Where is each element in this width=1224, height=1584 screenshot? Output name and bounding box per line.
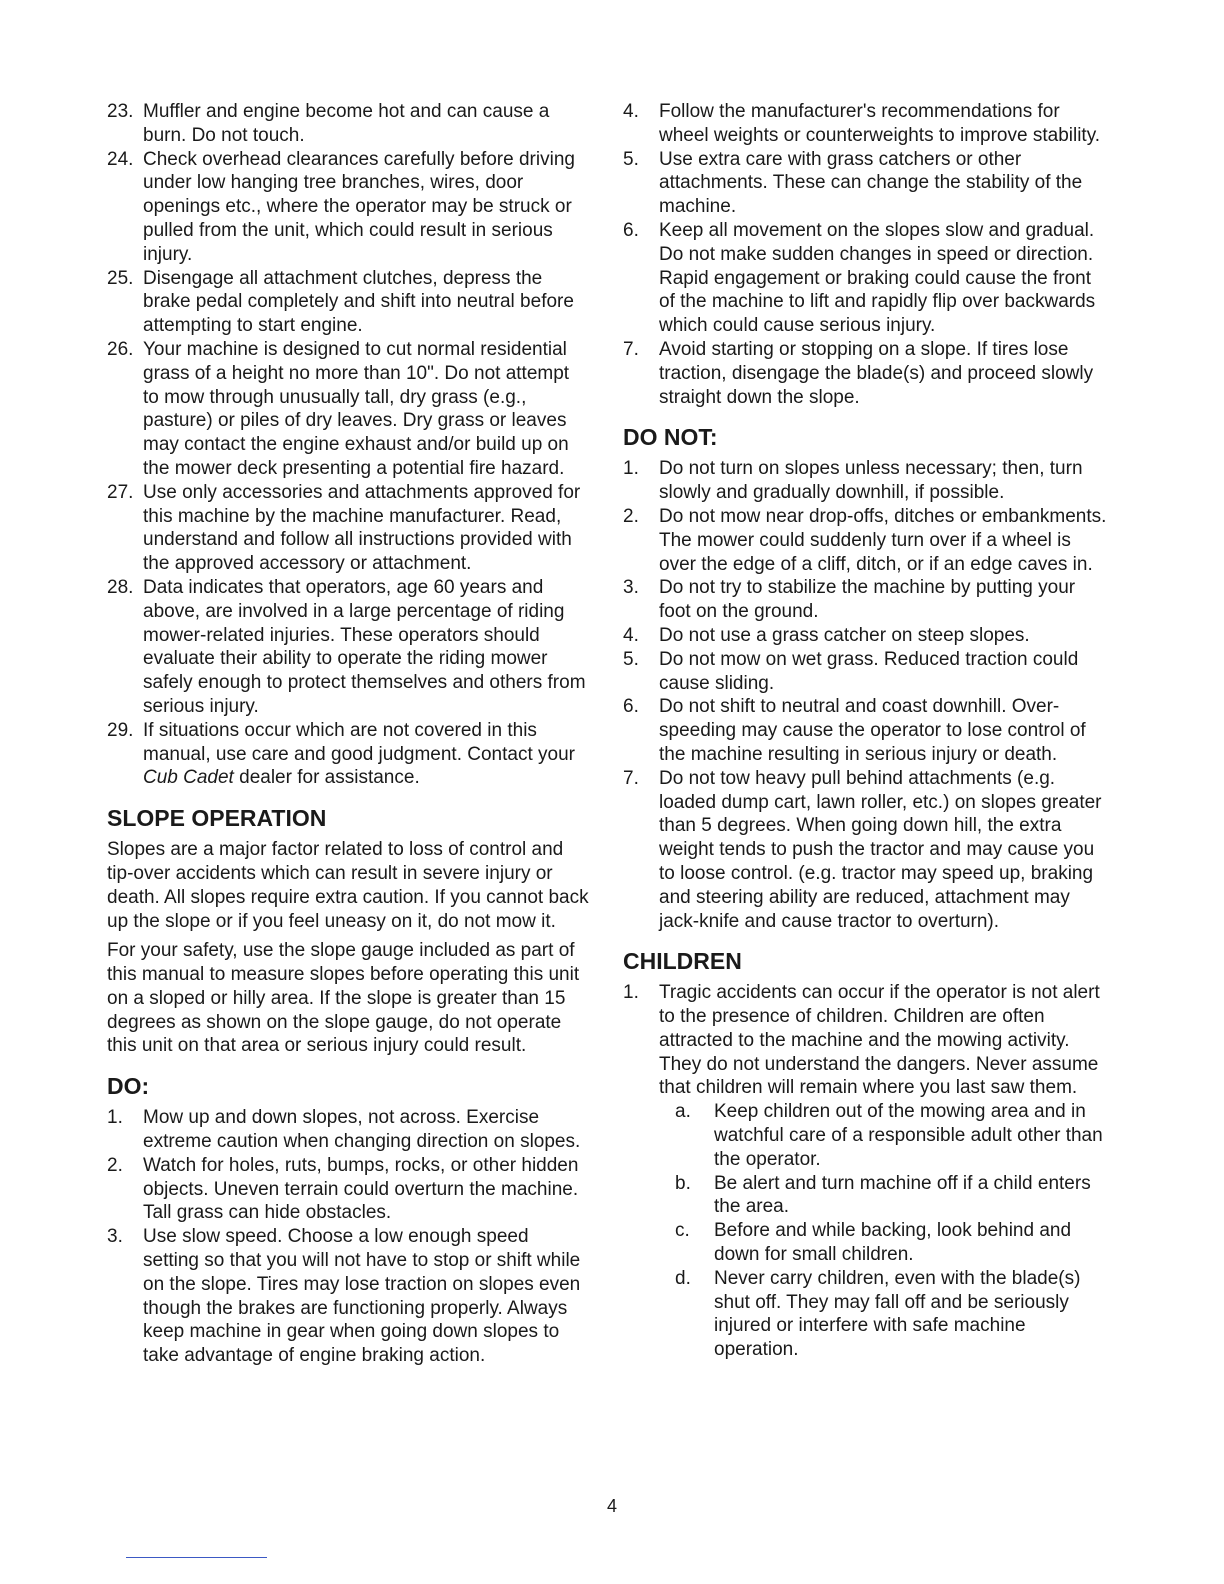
list-item: 3. Do not try to stabilize the machine by putting your foot on the ground.: [623, 577, 1076, 623]
sub-list-item: c. Before and while backing, look behind and down for small children.: [675, 1220, 1072, 1266]
brand-name: Cub Cadet: [143, 767, 234, 789]
list-item: 5. Do not mow on wet grass. Reduced traction could cause sliding.: [623, 648, 1079, 694]
page-number: 4: [606, 1496, 617, 1516]
list-item: 2. Watch for holes, ruts, bumps, rocks, or other hidden objects. Uneven terrain could overturn the machine. Tall grass can hide obstacles.: [107, 1154, 579, 1224]
paragraph: For your safety, use the slope gauge included as part of this manual to measure slopes before operating this unit on a sloped or hilly area. If the slope is greater than 15 degrees as shown on the slope gauge, do not operate this unit on that area or serious injury could result.: [107, 940, 580, 1057]
list-item: 3. Use slow speed. Choose a low enough speed setting so that you will not have to stop or shift while on the slope. Tires may lose traction on slopes even though the brakes are functioning properly. Always keep machine in gear when going down slopes to take advantage of engine braking action.: [107, 1226, 581, 1367]
section-heading-slope-operation: SLOPE OPERATION: [107, 805, 327, 832]
list-item: 23. Muffler and engine become hot and can cause a burn. Do not touch.: [107, 101, 550, 146]
left-column: [107, 100, 589, 1368]
list-item: 6. Do not shift to neutral and coast downhill. Over-speeding may cause the operator to lose control of the machine resulting in serious injury or death.: [623, 696, 1086, 765]
sub-list-item: b. Be alert and turn machine off if a child enters the area.: [675, 1172, 1091, 1218]
list-item: 4. Follow the manufacturer's recommendations for wheel weights or counterweights to improve stability.: [623, 101, 1101, 146]
list-item: 25. Disengage all attachment clutches, depress the brake pedal completely and shift into neutral before attempting to start engine.: [107, 267, 574, 337]
list-item: 1. Tragic accidents can occur if the operator is not alert to the presence of children. Children are often attracted to the machine and the mowing activity. They do not understand the dangers. Never assume that children will remain where you last saw them.: [623, 982, 1100, 1099]
section-heading-do: DO:: [107, 1073, 150, 1100]
list-item: 1. Mow up and down slopes, not across. Exercise extreme caution when changing direction on slopes.: [107, 1107, 581, 1153]
right-column: [623, 100, 1108, 1362]
list-item: 28. Data indicates that operators, age 60 years and above, are involved in a large percentage of riding mower-related injuries. These operators should evaluate their ability to operate the riding mower safely enough to protect themselves and others from serious injury.: [107, 576, 586, 717]
list-item: 26. Your machine is designed to cut normal residential grass of a height no more than 10". Do not attempt to mow through unusually tall, dry grass (e.g., pasture) or piles of dry leaves. Dry grass or leaves may contact the engine exhaust and/or build up on the mower deck presenting a potential fire hazard.: [107, 338, 570, 479]
list-item: 4. Do not use a grass catcher on steep slopes.: [623, 624, 1030, 646]
paragraph: Slopes are a major factor related to loss of control and tip-over accidents which can result in severe injury or death. All slopes require extra caution. If you cannot back up the slope or if you feel uneasy on it, do not mow it.: [107, 839, 589, 932]
list-item: 7. Do not tow heavy pull behind attachments (e.g. loaded dump cart, lawn roller, etc.) on slopes greater than 5 degrees. When going down hill, the extra weight tends to push the tractor and may cause you to loose control. (e.g. tractor may speed up, braking and steering ability are reduced, attachment may jack-knife and cause tractor to overturn).: [623, 767, 1102, 932]
list-item: 1. Do not turn on slopes unless necessary; then, turn slowly and gradually downhill, if possible.: [623, 458, 1083, 504]
list-item: 6. Keep all movement on the slopes slow and gradual. Do not make sudden changes in speed or direction. Rapid engagement or braking could cause the front of the machine to lift and rapidly flip over backwards which could cause serious injury.: [623, 219, 1096, 337]
section-heading-children: CHILDREN: [623, 948, 742, 975]
list-item: 7. Avoid starting or stopping on a slope. If tires lose traction, disengage the blade(s) and proceed slowly straight down the slope.: [623, 338, 1094, 408]
list-item: 24. Check overhead clearances carefully before driving under low hanging tree branches, wires, door openings etc., where the operator may be struck or pulled from the unit, which could result in serious injury.: [107, 148, 575, 265]
sub-list-item: d. Never carry children, even with the blade(s) shut off. They may fall off and be seriously injured or interfere with safe machine operation.: [675, 1267, 1081, 1361]
footer-rule: [126, 1557, 267, 1558]
section-heading-do-not: DO NOT:: [623, 424, 718, 451]
list-item: 29. If situations occur which are not covered in this manual, use care and good judgment. Contact your Cub Cadet dealer for assistance.: [107, 719, 575, 789]
sub-list-item: a. Keep children out of the mowing area and in watchful care of a responsible adult other than the operator.: [675, 1101, 1103, 1170]
list-item: 5. Use extra care with grass catchers or other attachments. These can change the stability of the machine.: [623, 148, 1083, 218]
list-item: 2. Do not mow near drop-offs, ditches or embankments. The mower could suddenly turn over if a wheel is over the edge of a cliff, ditch, or if an edge caves in.: [623, 505, 1107, 575]
list-item: 27. Use only accessories and attachments approved for this machine by the machine manufacturer. Read, understand and follow all instructions provided with the approved accessory or attachment.: [107, 481, 581, 575]
